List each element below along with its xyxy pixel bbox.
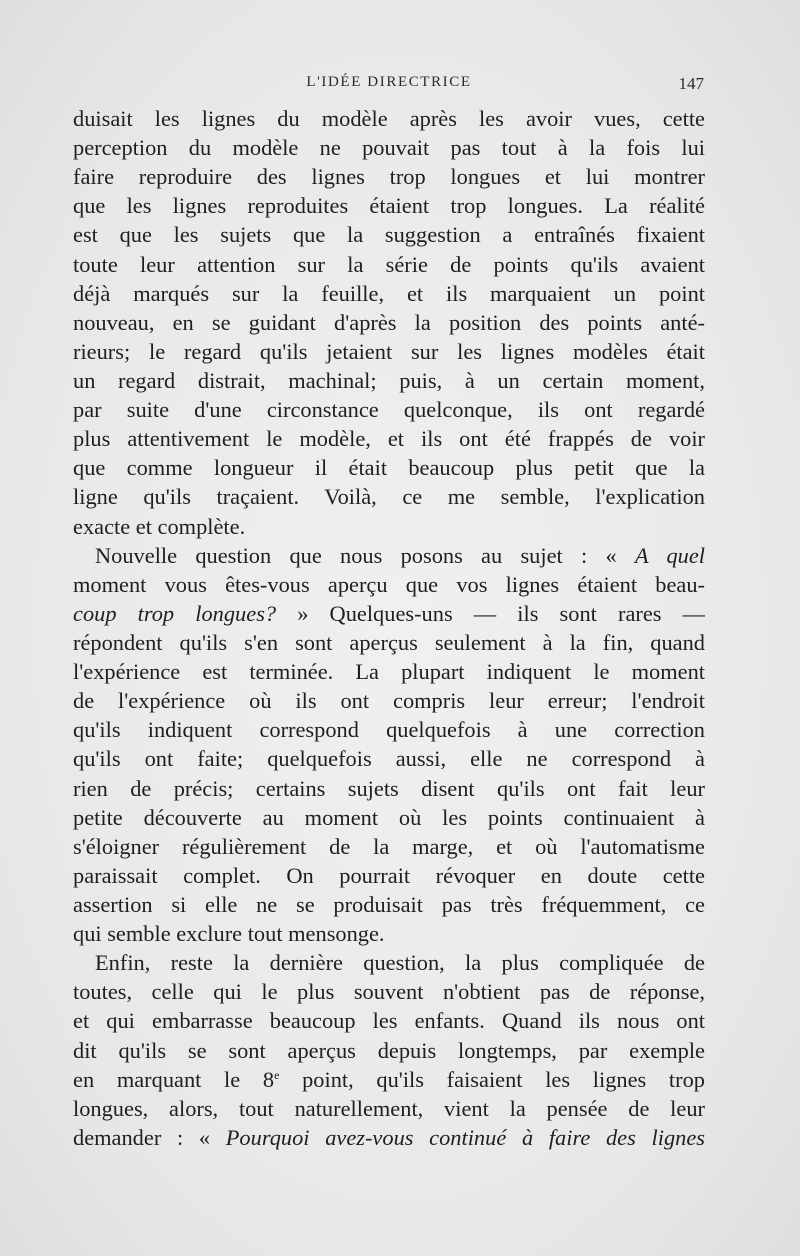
text-line: est que les sujets que la suggestion a entraînés fixaient — [73, 222, 705, 248]
italic-segment: A quel — [634, 542, 705, 568]
text-line: que comme longueur il était beaucoup plus petit que la — [73, 455, 705, 481]
line-segment: » Quelques-uns — ils sont rares — — [276, 600, 705, 626]
text-line: dit qu'ils se sont aperçus depuis longtemps, par exemple — [73, 1037, 705, 1063]
ordinal-suffix: e — [274, 1067, 280, 1082]
text-line: par suite d'une circonstance quelconque, ils ont regardé — [73, 397, 705, 423]
line-segment: en marquant le 8 — [73, 1066, 275, 1092]
running-title: L'IDÉE DIRECTRICE — [306, 74, 472, 90]
text-line: perception du modèle ne pouvait pas tout à la fois lui — [73, 135, 705, 161]
text-line: de l'expérience où ils ont compris leur erreur; l'endroit — [73, 688, 705, 714]
text-line: faire reproduire des lignes trop longues et lui montrer — [73, 164, 705, 190]
text-line: toutes, celle qui le plus souvent n'obtient pas de réponse, — [73, 979, 705, 1005]
text-line — [73, 1123, 705, 1152]
italic-segment: coup trop longues? — [73, 600, 277, 626]
text-line: s'éloigner régulièrement de la marge, et où l'automatisme — [73, 833, 705, 859]
text-line: qu'ils ont faite; quelquefois aussi, elle ne correspond à — [73, 746, 705, 772]
text-line: Enfin, reste la dernière question, la plus compliquée de — [95, 950, 705, 976]
text-line — [73, 541, 705, 570]
text-line: exacte et complète. — [73, 513, 246, 539]
text-line: toute leur attention sur la série de points qu'ils avaient — [73, 251, 705, 277]
text-line: longues, alors, tout naturellement, vient la pensée de leur — [73, 1095, 705, 1121]
text-line: moment vous êtes-vous aperçu que vos lignes étaient beau- — [73, 571, 705, 597]
body-text — [73, 104, 705, 1152]
italic-segment: Pourquoi avez-vous continué à faire des lignes — [225, 1124, 705, 1150]
line-segment: point, qu'ils faisaient les lignes trop — [279, 1066, 705, 1092]
text-line: petite découverte au moment où les points continuaient à — [73, 804, 705, 830]
text-line: que les lignes reproduites étaient trop longues. La réalité — [73, 193, 705, 219]
text-line: nouveau, en se guidant d'après la position des points anté- — [73, 309, 705, 335]
text-line: duisait les lignes du modèle après les avoir vues, cette — [73, 106, 705, 131]
text-line — [73, 599, 705, 628]
text-line: rien de précis; certains sujets disent qu'ils ont fait leur — [73, 775, 705, 801]
text-line: assertion si elle ne se produisait pas très fréquemment, ce — [73, 891, 705, 917]
line-segment: Nouvelle question que nous posons au sujet : « — [95, 542, 635, 568]
text-line: répondent qu'ils s'en sont aperçus seulement à la fin, quand — [73, 629, 705, 655]
text-line: un regard distrait, machinal; puis, à un certain moment, — [73, 367, 705, 393]
text-line: rieurs; le regard qu'ils jetaient sur les lignes modèles était — [73, 338, 705, 364]
page-number: 147 — [678, 74, 704, 93]
text-line: ligne qu'ils traçaient. Voilà, ce me semble, l'explication — [73, 484, 705, 510]
text-line: et qui embarrasse beaucoup les enfants. Quand ils nous ont — [73, 1008, 705, 1034]
text-line: qui semble exclure tout mensonge. — [73, 921, 385, 947]
text-line: l'expérience est terminée. La plupart indiquent le moment — [73, 659, 705, 685]
text-line: déjà marqués sur la feuille, et ils marquaient un point — [73, 280, 705, 306]
text-line: paraissait complet. On pourrait révoquer en doute cette — [73, 862, 705, 888]
line-segment: demander : « — [73, 1124, 226, 1150]
text-line: plus attentivement le modèle, et ils ont été frappés de voir — [73, 426, 705, 452]
running-head — [74, 74, 704, 98]
text-line — [73, 1065, 705, 1094]
text-line: qu'ils indiquent correspond quelquefois à une correction — [73, 717, 705, 743]
